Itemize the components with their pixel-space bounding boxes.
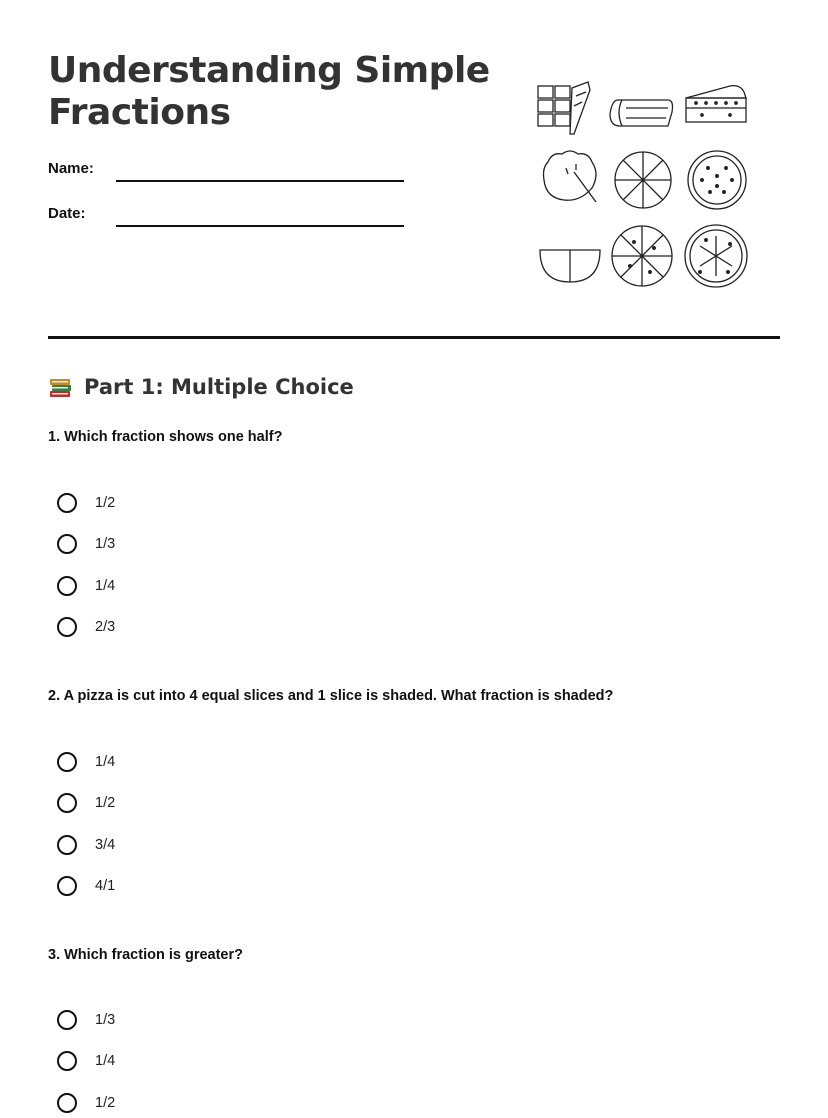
- option-label: 1/2: [95, 795, 116, 811]
- chocolate-bar-icon: [538, 82, 590, 134]
- date-label: Date:: [48, 205, 86, 222]
- radio-button[interactable]: [57, 617, 77, 637]
- q2-option-3[interactable]: [57, 832, 115, 858]
- option-label: 1/2: [95, 495, 116, 511]
- option-label: 1/3: [95, 536, 116, 552]
- date-field[interactable]: [116, 225, 404, 227]
- radio-button[interactable]: [57, 534, 77, 554]
- fraction-food-illustration: [530, 76, 756, 296]
- q1-option-1[interactable]: [57, 490, 115, 516]
- radio-button[interactable]: [57, 752, 77, 772]
- option-label: 1/2: [95, 1095, 116, 1111]
- name-field[interactable]: [116, 180, 404, 182]
- section-divider: [48, 336, 780, 339]
- bread-bun-icon: [544, 151, 597, 202]
- question-3: 3. Which fraction is greater?: [48, 947, 243, 963]
- q2-option-1[interactable]: [57, 749, 115, 775]
- radio-button[interactable]: [57, 1010, 77, 1030]
- option-label: 1/4: [95, 578, 116, 594]
- question-1: 1. Which fraction shows one half?: [48, 429, 283, 445]
- q2-option-2[interactable]: [57, 790, 115, 816]
- radio-button[interactable]: [57, 835, 77, 855]
- q3-option-1[interactable]: [57, 1007, 115, 1033]
- q3-option-2[interactable]: [57, 1048, 115, 1074]
- butter-icon: [610, 100, 673, 126]
- radio-button[interactable]: [57, 793, 77, 813]
- q1-option-4[interactable]: [57, 614, 115, 640]
- books-icon: [48, 374, 74, 400]
- name-label: Name:: [48, 160, 94, 177]
- tart-icon: [685, 225, 747, 287]
- part1-heading: [48, 374, 354, 400]
- radio-button[interactable]: [57, 1051, 77, 1071]
- pie-icon: [615, 152, 671, 208]
- option-label: 1/4: [95, 754, 116, 770]
- half-bowl-icon: [540, 250, 600, 282]
- option-label: 2/3: [95, 619, 116, 635]
- option-label: 1/3: [95, 1012, 116, 1028]
- cake-slice-icon: [686, 86, 746, 122]
- page-title: Understanding Simple Fractions: [48, 50, 490, 133]
- option-label: 4/1: [95, 878, 116, 894]
- radio-button[interactable]: [57, 876, 77, 896]
- cut-pizza-icon: [612, 226, 672, 286]
- q3-option-3[interactable]: [57, 1090, 115, 1116]
- pizza-icon: [688, 151, 746, 209]
- q1-option-3[interactable]: [57, 573, 115, 599]
- radio-button[interactable]: [57, 576, 77, 596]
- option-label: 3/4: [95, 837, 116, 853]
- question-2: 2. A pizza is cut into 4 equal slices and 1 slice is shaded. What fraction is shaded?: [48, 688, 614, 704]
- radio-button[interactable]: [57, 1093, 77, 1113]
- radio-button[interactable]: [57, 493, 77, 513]
- q2-option-4[interactable]: [57, 873, 115, 899]
- q1-option-2[interactable]: [57, 531, 115, 557]
- part1-heading-label: Part 1: Multiple Choice: [84, 375, 354, 399]
- option-label: 1/4: [95, 1053, 116, 1069]
